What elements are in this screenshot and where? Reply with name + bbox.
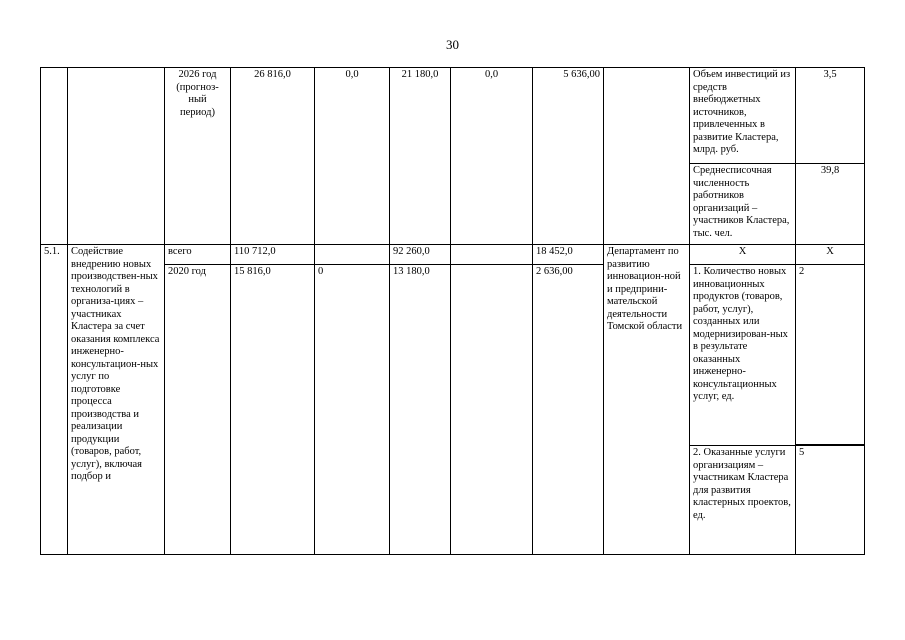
extra-budget-cell: 5 636,00 xyxy=(533,68,604,245)
indicator-name-cell: Среднесписочная численность работников организаций – участников Кластера, тыс. чел. xyxy=(690,164,796,245)
page-number: 30 xyxy=(446,37,459,52)
local-budget-cell xyxy=(451,245,533,265)
table-row xyxy=(41,68,865,164)
federal-budget-cell xyxy=(315,245,390,265)
extra-budget-cell: 18 452,0 xyxy=(533,245,604,265)
indicator-name-cell: Объем инвестиций из средств внебюджетных источников, привлеченных в развитие Кластера, млрд. руб. xyxy=(690,68,796,164)
regional-budget-cell: 92 260,0 xyxy=(390,245,451,265)
indicator-value-cell: 5 xyxy=(796,446,865,555)
table-row xyxy=(41,265,865,445)
period-cell: 2020 год xyxy=(165,265,231,555)
indicator-value-cell: 2 xyxy=(796,265,865,445)
indicator-name-cell: 2. Оказанные услуги организациям – участникам Кластера для развития кластерных проектов, ед. xyxy=(690,446,796,555)
indicator-name-cell: 1. Количество новых инновационных продуктов (товаров, работ, услуг), созданных или модернизирован-ных в результате оказанных инженерно-консультационных услуг, ед. xyxy=(690,265,796,446)
total-amount-cell: 110 712,0 xyxy=(231,245,315,265)
item-description-cell: Содействие внедрению новых производствен-ных технологий в организа-циях – участниках Кластера за счет оказания комплекса инженерно-консультацион-ных услуг по подготовке процесса производства и реализации продукции (товаров, работ, услуг), включая подбор и xyxy=(68,245,165,555)
total-amount-cell: 15 816,0 xyxy=(231,265,315,555)
item-number-cell xyxy=(41,68,68,245)
regional-budget-cell: 13 180,0 xyxy=(390,265,451,555)
item-description-cell xyxy=(68,68,165,245)
program-table xyxy=(40,67,865,555)
period-cell: 2026 год (прогноз- ный период) xyxy=(165,68,231,245)
regional-budget-cell: 21 180,0 xyxy=(390,68,451,245)
table-row xyxy=(41,245,865,265)
total-amount-cell: 26 816,0 xyxy=(231,68,315,245)
period-cell: всего xyxy=(165,245,231,265)
item-number-cell: 5.1. xyxy=(41,245,68,555)
indicator-value-cell: Х xyxy=(796,245,865,265)
local-budget-cell xyxy=(451,265,533,555)
executor-cell: Департамент по развитию инновацион-ной и предприни-мательской деятельности Томской области xyxy=(604,245,690,555)
executor-cell xyxy=(604,68,690,245)
local-budget-cell: 0,0 xyxy=(451,68,533,245)
federal-budget-cell: 0 xyxy=(315,265,390,555)
indicator-value-cell: 39,8 xyxy=(796,164,865,245)
indicator-value-cell: 3,5 xyxy=(796,68,865,164)
federal-budget-cell: 0,0 xyxy=(315,68,390,245)
indicator-name-cell: Х xyxy=(690,245,796,265)
extra-budget-cell: 2 636,00 xyxy=(533,265,604,555)
